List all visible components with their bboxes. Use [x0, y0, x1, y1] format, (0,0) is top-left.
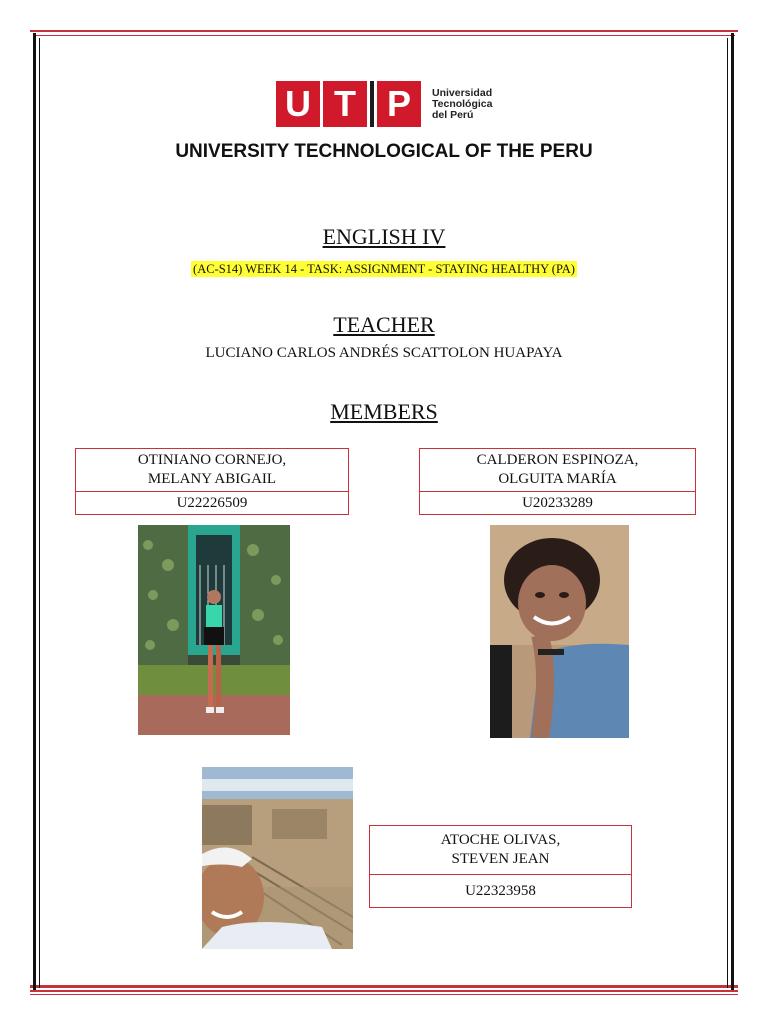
member-photo-3 [202, 767, 353, 949]
member-name-line-1: OTINIANO CORNEJO, [137, 452, 287, 468]
logo-letter-t: T [323, 81, 367, 127]
logo-letter-p: P [377, 81, 421, 127]
border-bottom-3 [30, 994, 738, 995]
utp-logo [276, 81, 492, 127]
border-right-inner [727, 38, 728, 988]
logo-separator [370, 81, 374, 127]
member-name-line-1: CALDERON ESPINOZA, [476, 452, 639, 468]
border-right [731, 33, 734, 990]
member-photo-1 [138, 525, 290, 735]
teacher-heading: TEACHER [333, 312, 435, 337]
member-name [420, 449, 695, 492]
border-top [30, 30, 738, 32]
member-photo-2 [490, 525, 629, 738]
member-name-line-1: ATOCHE OLIVAS, [440, 832, 561, 848]
logo-line-3: del Perú [432, 108, 474, 121]
member-name-line-2: MELANY ABIGAIL [147, 471, 277, 487]
member-code: U22323958 [465, 883, 536, 899]
member-name-line-2: STEVEN JEAN [451, 851, 550, 867]
border-left [33, 33, 36, 990]
member-name [370, 826, 631, 875]
border-left-inner [39, 38, 40, 988]
member-name [76, 449, 348, 492]
member-card-3 [369, 825, 632, 908]
member-card-1 [75, 448, 349, 515]
members-heading: MEMBERS [330, 399, 438, 424]
border-bottom [30, 985, 738, 988]
teacher-name: LUCIANO CARLOS ANDRÉS SCATTOLON HUAPAYA [205, 345, 563, 361]
logo-line-2: Tecnológica [432, 97, 493, 110]
border-top-inner [33, 35, 735, 36]
border-bottom-2 [30, 990, 738, 992]
course-heading: ENGLISH IV [322, 224, 446, 249]
member-code: U22226509 [176, 495, 248, 511]
logo-text [432, 88, 492, 121]
logo-letter-u: U [276, 81, 320, 127]
university-title: UNIVERSITY TECHNOLOGICAL OF THE PERU [175, 141, 593, 162]
member-name-line-2: OLGUITA MARÍA [498, 471, 617, 487]
task-highlight: (AC-S14) WEEK 14 - TASK: ASSIGNMENT - STAYING HEALTHY (PA) [193, 262, 575, 276]
logo-line-1: Universidad [432, 86, 493, 99]
member-card-2 [419, 448, 696, 515]
task-line [0, 260, 768, 278]
member-code: U20233289 [522, 495, 593, 511]
